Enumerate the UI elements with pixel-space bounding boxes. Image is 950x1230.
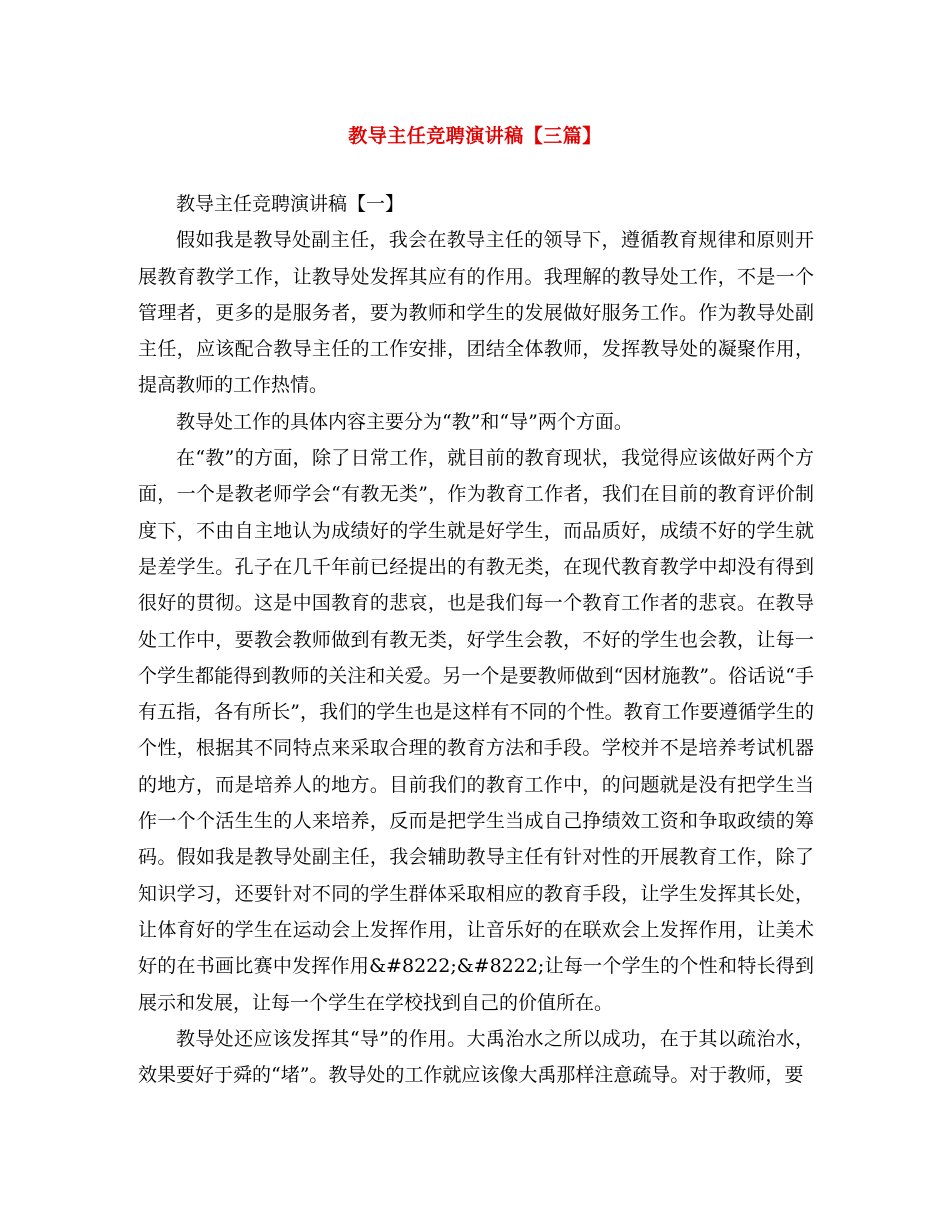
paragraph-2: 教导处工作的具体内容主要分为“教”和“导”两个方面。: [176, 410, 633, 433]
document-body: [138, 186, 814, 1093]
document-title: 教导主任竞聘演讲稿【三篇】: [348, 125, 602, 147]
paragraph-3: 在“教”的方面，除了日常工作，就目前的教育现状，我觉得应该做好两个方面，一个是教老师学会“有教无类”，作为教育工作者，我们在目前的教育评价制度下，不由自主地认为成绩好的学生就是好学生，而品质好，成绩不好的学生就是差学生。孔子在几千年前已经提出的有教无类，在现代教育教学中却没有得到很好的贯彻。这是中国教育的悲哀，也是我们每一个教育工作者的悲哀。在教导处工作中，要教会教师做到有教无类，好学生会教，不好的学生也会教，让每一个学生都能得到教师的关注和关爱。另一个是要教师做到“因材施教”。俗话说“手有五指，各有所长”，我们的学生也是这样有不同的个性。教育工作要遵循学生的个性，根据其不同特点来采取合理的教育方法和手段。学校并不是培养考试机器的地方，而是培养人的地方。目前我们的教育工作中，的问题就是没有把学生当作一个个活生生的人来培养，反而是把学生当成自己挣绩效工资和争取政绩的筹码。假如我是教导处副主任，我会辅助教导主任有针对性的开展教育工作，除了知识学习，还要针对不同的学生群体采取相应的教育手段，让学生发挥其长处，让体育好的学生在运动会上发挥作用，让音乐好的在联欢会上发挥作用，让美术好的在书画比赛中发挥作用&#8222;&#8222;让每一个学生的个性和特长得到展示和发展，让每一个学生在学校找到自己的价值所在。: [138, 447, 814, 1014]
paragraph-4: 教导处还应该发挥其“导”的作用。大禹治水之所以成功，在于其以疏治水，效果要好于舜的“堵”。教导处的工作就应该像大禹那样注意疏导。对于教师，要: [138, 1027, 814, 1087]
section-heading: 教导主任竞聘演讲稿【一】: [176, 193, 405, 215]
paragraph-1: 假如我是教导处副主任，我会在教导主任的领导下，遵循教育规律和原则开展教育教学工作，让教导处发挥其应有的作用。我理解的教导处工作，不是一个管理者，更多的是服务者，要为教师和学生的发展做好服务工作。作为教导处副主任，应该配合教导主任的工作安排，团结全体教师，发挥教导处的凝聚作用，提高教师的工作热情。: [138, 229, 814, 397]
